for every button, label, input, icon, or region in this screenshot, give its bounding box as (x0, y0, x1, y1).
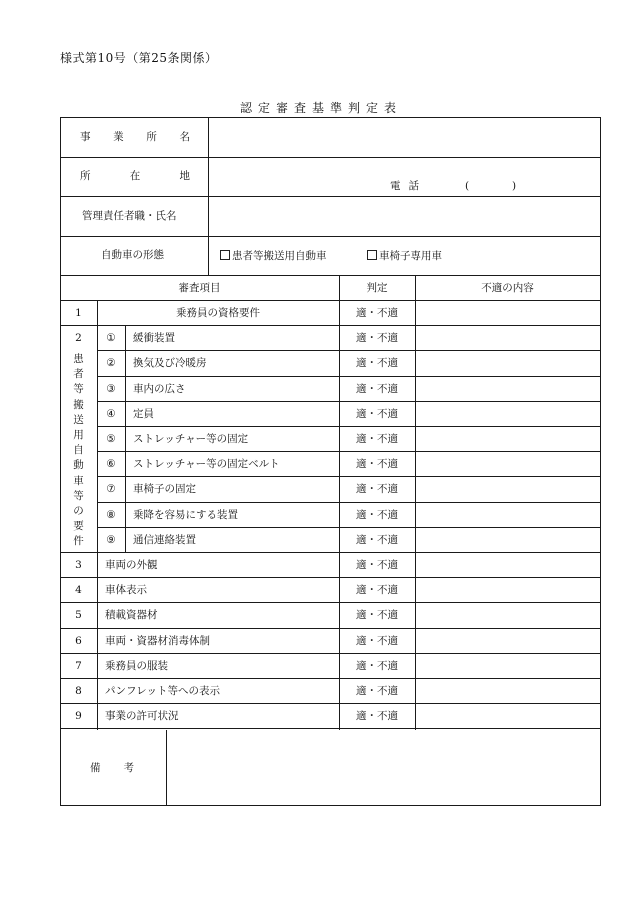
row-divider (60, 678, 601, 679)
row-divider (97, 451, 601, 452)
item-label: 車両の外観 (105, 559, 158, 571)
form-number: 様式第10号（第25条関係） (60, 51, 218, 65)
row-divider (97, 476, 601, 477)
judgement-cell[interactable]: 適・不適 (356, 307, 398, 319)
row-divider (60, 653, 601, 654)
item-label: 事業の許可状況 (105, 710, 179, 722)
item-number: 9 (75, 710, 82, 722)
sub-item-label: 車内の広さ (133, 383, 186, 395)
sub-item-label: ストレッチャー等の固定ベルト (133, 458, 280, 470)
row-divider (60, 577, 601, 578)
table-border-bottom (60, 805, 601, 806)
option-wheelchair-vehicle[interactable]: 車椅子専用車 (367, 250, 442, 262)
divider (60, 275, 601, 276)
judgement-cell[interactable]: 適・不適 (356, 332, 398, 344)
location-label: 所 在 地 (80, 170, 190, 182)
item-label: 積載資器材 (105, 609, 158, 621)
judgement-cell[interactable]: 適・不適 (356, 383, 398, 395)
item-label: 車両・資器材消毒体制 (105, 635, 210, 647)
row-divider (60, 552, 601, 553)
item-number: 8 (75, 685, 82, 697)
divider (60, 236, 601, 237)
vehicle-type-label: 自動車の形態 (101, 249, 164, 261)
row-divider (97, 376, 601, 377)
sub-item-mark: ⑨ (106, 534, 116, 546)
header-judgement: 判定 (366, 282, 388, 294)
row-divider (97, 350, 601, 351)
sub-item-mark: ④ (106, 408, 116, 420)
judgement-cell[interactable]: 適・不適 (356, 660, 398, 672)
item-number: 3 (75, 559, 82, 571)
info-label-divider (208, 117, 209, 276)
row-divider (97, 502, 601, 503)
judgement-cell[interactable]: 適・不適 (356, 685, 398, 697)
phone-paren-close: ) (512, 180, 517, 192)
judgement-cell[interactable]: 適・不適 (356, 635, 398, 647)
row-divider (60, 628, 601, 629)
row-divider (60, 728, 601, 729)
judgement-cell[interactable]: 適・不適 (356, 584, 398, 596)
row-divider (60, 325, 601, 326)
remarks-label: 備 考 (90, 762, 134, 774)
row-divider (60, 602, 601, 603)
judgement-cell[interactable]: 適・不適 (356, 559, 398, 571)
item-number: 6 (75, 635, 82, 647)
nonconformity-column-divider (415, 275, 416, 730)
item-number: 1 (75, 307, 82, 319)
sub-item-label: 換気及び冷暖房 (133, 357, 207, 369)
header-review-item: 審査項目 (178, 282, 221, 294)
judgement-cell[interactable]: 適・不適 (356, 710, 398, 722)
item-number: 4 (75, 584, 82, 596)
item-number: 2 (75, 332, 82, 344)
table-border-top (60, 117, 601, 118)
sub-item-label: 緩衝装置 (133, 332, 175, 344)
sub-item-label: 定員 (133, 408, 154, 420)
judgement-cell[interactable]: 適・不適 (356, 609, 398, 621)
row-divider (97, 426, 601, 427)
sub-item-mark: ⑦ (106, 483, 116, 495)
item-label: 乗務員の資格要件 (176, 307, 260, 319)
row-divider (97, 401, 601, 402)
item-group-label: 患 者 等 搬 送 用 自 動 車 等 の 要 件 (73, 353, 84, 548)
business-name-label: 事 業 所 名 (80, 131, 190, 143)
item-label: 乗務員の服装 (105, 660, 168, 672)
judgement-cell[interactable]: 適・不適 (356, 509, 398, 521)
document-title: 認定審査基準判定表 (239, 101, 402, 115)
judgement-cell[interactable]: 適・不適 (356, 433, 398, 445)
header-nonconformity: 不適の内容 (481, 282, 534, 294)
item-label: 車体表示 (105, 584, 147, 596)
sub-item-mark: ① (106, 332, 116, 344)
item-number: 7 (75, 660, 82, 672)
sub-item-mark: ⑤ (106, 433, 116, 445)
sub-item-label: 乗降を容易にする装置 (133, 509, 238, 521)
sub-item-label: 車椅子の固定 (133, 483, 196, 495)
row-divider (97, 527, 601, 528)
sub-item-mark: ⑧ (106, 509, 116, 521)
phone-label: 電話 (390, 180, 427, 192)
sub-item-mark: ⑥ (106, 458, 116, 470)
divider (60, 196, 601, 197)
judgement-cell[interactable]: 適・不適 (356, 458, 398, 470)
header-divider (60, 300, 601, 301)
phone-paren-open: ( (465, 180, 470, 192)
sub-item-label: 通信連絡装置 (133, 534, 196, 546)
sub-item-label: ストレッチャー等の固定 (133, 433, 249, 445)
manager-label: 管理責任者職・氏名 (82, 210, 177, 222)
divider (60, 157, 601, 158)
judgement-cell[interactable]: 適・不適 (356, 357, 398, 369)
checkbox-icon[interactable] (220, 250, 230, 260)
remarks-divider (166, 730, 167, 806)
row-divider (60, 703, 601, 704)
item-number: 5 (75, 609, 82, 621)
item-label: パンフレット等への表示 (105, 685, 220, 697)
sub-item-mark: ③ (106, 383, 116, 395)
judgement-cell[interactable]: 適・不適 (356, 408, 398, 420)
checkbox-icon[interactable] (367, 250, 377, 260)
judgement-cell[interactable]: 適・不適 (356, 534, 398, 546)
judgement-cell[interactable]: 適・不適 (356, 483, 398, 495)
sub-mark-column-divider (125, 326, 126, 552)
option-patient-vehicle[interactable]: 患者等搬送用自動車 (220, 250, 327, 262)
sub-item-mark: ② (106, 357, 116, 369)
